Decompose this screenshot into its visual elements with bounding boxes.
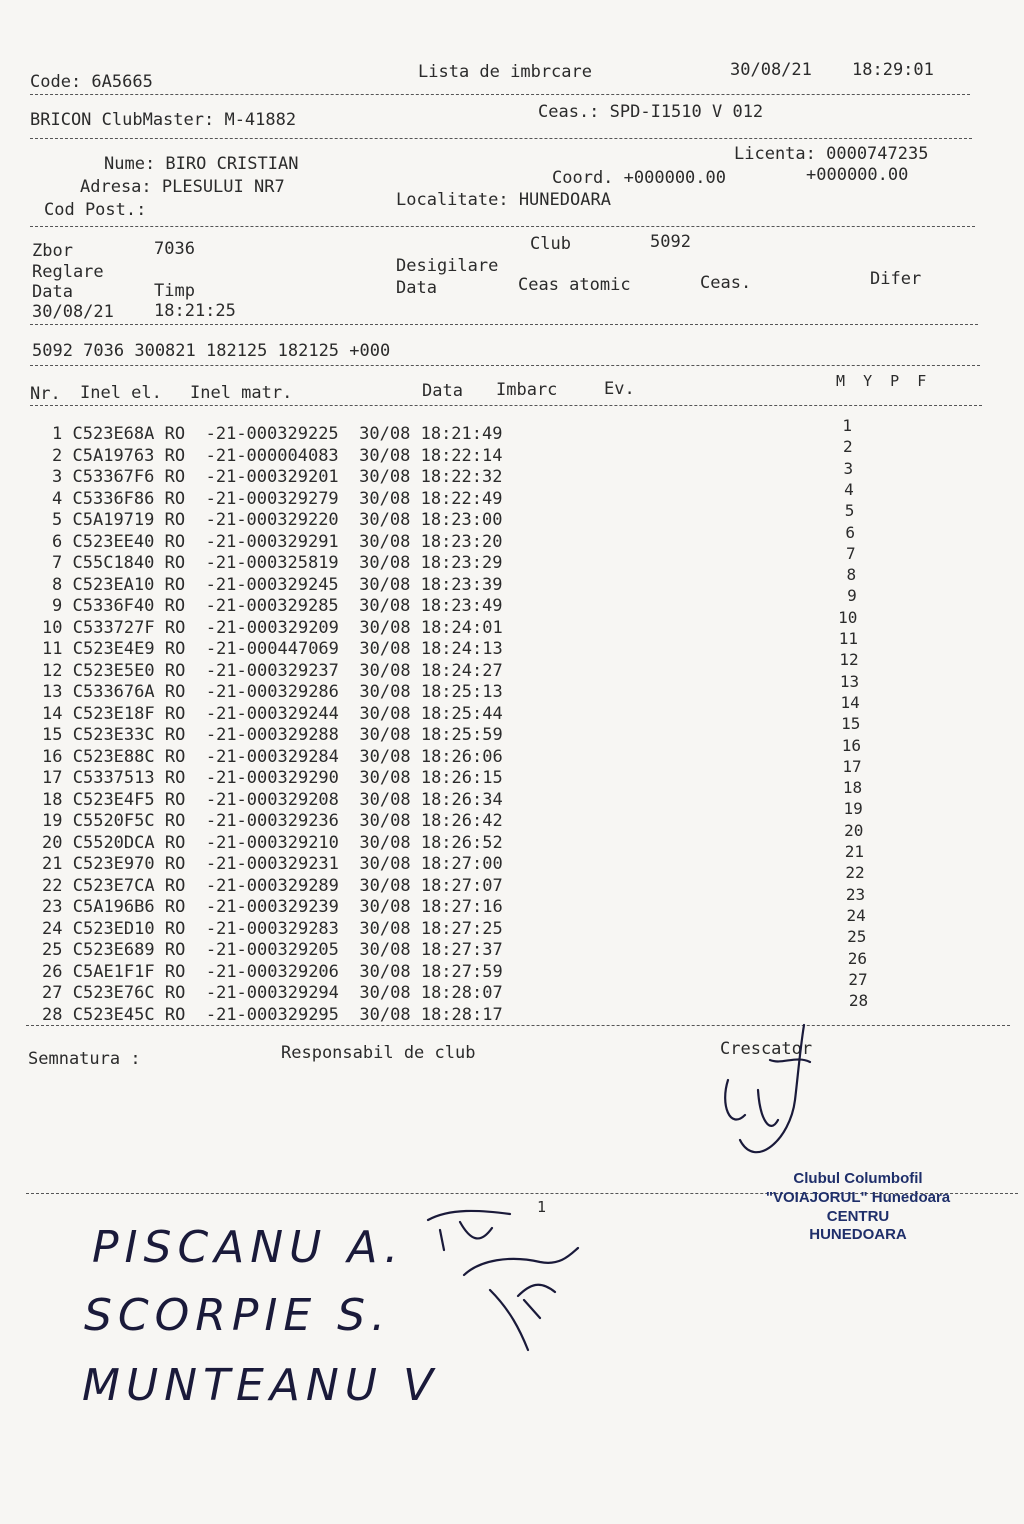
arrival-date: 30/08 (359, 531, 411, 552)
row-nr: 17 (42, 768, 63, 788)
arrival-time: 18:28:17 (420, 1004, 503, 1025)
ring-number: -21-000329239 (205, 897, 339, 917)
data-label-2: Data (396, 278, 437, 298)
electronic-ring: C5520DCA (72, 832, 155, 853)
arrival-date: 30/08 (359, 682, 411, 702)
table-row (42, 641, 503, 658)
locality: Localitate: HUNEDOARA (396, 190, 611, 210)
table-row (42, 985, 503, 1002)
country-code: RO (164, 510, 186, 530)
table-row (42, 746, 503, 767)
electronic-ring: C523E88C (72, 746, 155, 767)
arrival-date: 30/08 (359, 875, 411, 896)
arrival-time: 18:25:44 (420, 703, 503, 724)
electronic-ring: C523E5E0 (72, 660, 155, 681)
rank-number: 20 (844, 820, 864, 840)
rank-number: 28 (848, 991, 869, 1011)
summary-line: 5092 7036 300821 182125 182125 +000 (32, 341, 391, 361)
divider (30, 94, 970, 95)
breeder-signature (700, 1020, 840, 1160)
row-nr: 10 (42, 617, 63, 638)
rank-number: 7 (845, 543, 856, 563)
stamp-line: "VOIAJORUL" Hunedoara (765, 1188, 951, 1206)
document-title: Lista de imbrcare (418, 62, 592, 82)
arrival-time: 18:23:20 (420, 531, 503, 552)
row-nr: 9 (52, 596, 63, 616)
electronic-ring: C55C1840 (72, 553, 155, 573)
arrival-time: 18:24:27 (420, 660, 503, 681)
country-code: RO (164, 424, 186, 444)
country-code: RO (164, 940, 186, 960)
country-code: RO (164, 789, 186, 810)
rank-number: 8 (846, 565, 857, 585)
country-code: RO (164, 445, 186, 466)
electronic-ring: C523E4F5 (72, 789, 155, 810)
table-row (52, 531, 503, 552)
ring-number: -21-000329288 (205, 725, 339, 745)
arrival-time: 18:26:52 (420, 832, 503, 853)
arrival-time: 18:26:06 (420, 746, 503, 767)
electronic-ring: C5520F5C (72, 811, 155, 831)
table-row (42, 875, 503, 896)
col-inel-el: Inel el. (80, 383, 162, 403)
table-row (52, 512, 502, 529)
arrival-date: 30/08 (359, 940, 411, 960)
rank-number: 25 (847, 927, 867, 947)
electronic-ring: C523EA10 (72, 574, 155, 595)
country-code: RO (164, 574, 186, 595)
country-code: RO (164, 811, 186, 831)
arrival-date: 30/08 (359, 725, 411, 745)
arrival-date: 30/08 (359, 617, 411, 638)
rank-number: 2 (842, 437, 853, 457)
arrival-time: 18:26:34 (420, 789, 503, 810)
rank-number: 11 (838, 629, 858, 648)
difference-label: Difer (870, 269, 922, 289)
owner-name: Nume: BIRO CRISTIAN (104, 154, 299, 174)
country-code: RO (164, 854, 186, 874)
table-row (42, 1004, 503, 1025)
owner-address: Adresa: PLESULUI NR7 (80, 177, 285, 197)
table-row (42, 899, 503, 916)
divider (26, 1025, 1010, 1026)
club-label: Club (530, 234, 571, 254)
arrival-date: 30/08 (359, 510, 411, 530)
club-responsible-label: Responsabil de club (281, 1043, 476, 1063)
table-row (42, 660, 503, 681)
stamp-line: HUNEDOARA (809, 1226, 907, 1244)
ring-number: -21-000329205 (205, 940, 339, 960)
row-nr: 1 (52, 424, 63, 444)
table-row (52, 598, 502, 615)
arrival-date: 30/08 (359, 983, 411, 1003)
row-nr: 23 (42, 897, 63, 917)
col-nr: Nr. (30, 384, 61, 404)
rank-number: 5 (844, 501, 855, 521)
ring-number: -21-000329201 (205, 467, 339, 487)
arrival-date: 30/08 (359, 811, 411, 831)
country-code: RO (164, 660, 186, 681)
divider (30, 138, 972, 139)
arrival-date: 30/08 (359, 1004, 411, 1025)
arrival-date: 30/08 (359, 574, 411, 595)
row-nr: 25 (42, 940, 63, 960)
row-nr: 15 (42, 725, 63, 745)
arrival-time: 18:25:13 (420, 682, 503, 702)
electronic-ring: C533676A (72, 682, 155, 702)
table-row (42, 727, 503, 744)
arrival-time: 18:28:07 (420, 983, 503, 1003)
rank-number: 19 (843, 799, 863, 819)
row-nr: 26 (42, 961, 63, 982)
ring-number: -21-000447069 (205, 639, 339, 659)
data-label: Data (32, 282, 73, 302)
arrival-date: 30/08 (359, 553, 411, 573)
arrival-date: 30/08 (359, 703, 411, 724)
row-nr: 5 (52, 510, 63, 530)
table-row (42, 703, 503, 724)
arrival-date: 30/08 (359, 961, 411, 982)
ring-number: -21-000329290 (205, 768, 339, 788)
electronic-ring: C523E970 (72, 854, 155, 874)
table-row (42, 770, 503, 787)
ring-number: -21-000325819 (205, 553, 339, 573)
rank-number: 13 (839, 671, 860, 691)
print-date: 30/08/21 (730, 60, 812, 80)
country-code: RO (164, 488, 186, 509)
ring-number: -21-000329245 (205, 574, 339, 595)
ring-number: -21-000329286 (205, 682, 339, 702)
table-row (42, 832, 503, 853)
handwritten-name-1: PISCANU A. (92, 1222, 405, 1273)
set-time: 18:21:25 (154, 301, 236, 321)
arrival-time: 18:25:59 (420, 725, 503, 745)
row-nr: 12 (42, 660, 63, 681)
table-row (42, 684, 503, 701)
arrival-time: 18:27:37 (420, 940, 503, 960)
row-nr: 11 (42, 639, 63, 659)
electronic-ring: C5A196B6 (72, 897, 155, 917)
electronic-ring: C5336F40 (72, 596, 155, 616)
electronic-ring: C523E18F (72, 703, 155, 724)
ring-number: -21-000329236 (205, 811, 339, 831)
row-nr: 16 (42, 746, 63, 767)
rank-number: 26 (847, 948, 867, 968)
arrival-date: 30/08 (359, 768, 411, 788)
country-code: RO (164, 639, 186, 659)
arrival-time: 18:27:00 (420, 854, 503, 874)
table-row (42, 961, 503, 982)
arrival-time: 18:26:15 (420, 768, 503, 788)
rank-number: 3 (843, 458, 854, 478)
table-row (52, 488, 503, 509)
flight-label: Zbor (32, 241, 73, 261)
arrival-time: 18:27:16 (420, 897, 503, 917)
rank-number: 12 (839, 650, 859, 670)
device-label: BRICON ClubMaster: M-41882 (30, 110, 297, 130)
page-number: 1 (537, 1198, 547, 1216)
table-row (42, 813, 503, 830)
arrival-time: 18:23:49 (420, 596, 503, 616)
arrival-time: 18:27:07 (420, 875, 503, 896)
col-ev: Ev. (604, 379, 635, 399)
country-code: RO (164, 961, 186, 982)
ring-number: -21-000329279 (205, 488, 339, 509)
row-nr: 28 (42, 1004, 63, 1025)
col-data: Data (422, 381, 463, 401)
country-code: RO (164, 467, 186, 487)
arrival-time: 18:27:25 (420, 918, 503, 939)
arrival-date: 30/08 (359, 897, 411, 917)
arrival-date: 30/08 (359, 789, 411, 810)
row-nr: 20 (42, 832, 63, 853)
country-code: RO (164, 596, 186, 616)
electronic-ring: C523E45C (72, 1004, 155, 1025)
arrival-time: 18:21:49 (420, 424, 503, 444)
ring-number: -21-000329284 (205, 746, 339, 767)
code-label: Code: 6A5665 (30, 72, 153, 92)
rank-number: 21 (844, 842, 864, 861)
electronic-ring: C523E7CA (72, 875, 155, 896)
arrival-date: 30/08 (359, 639, 411, 659)
club-stamp (748, 1170, 968, 1245)
table-row (52, 574, 503, 595)
rank-number: 1 (842, 416, 852, 435)
arrival-date: 30/08 (359, 832, 411, 853)
table-row (52, 555, 502, 572)
rank-number: 14 (840, 692, 860, 712)
row-nr: 22 (42, 875, 63, 896)
electronic-ring: C523E76C (72, 983, 155, 1003)
country-code: RO (164, 682, 186, 702)
arrival-time: 18:24:13 (420, 639, 503, 659)
table-row (42, 918, 503, 939)
clock-label: Ceas.: SPD-I1510 V 012 (538, 102, 764, 122)
ring-number: -21-000329210 (205, 832, 339, 853)
arrival-time: 18:27:59 (420, 961, 503, 982)
row-nr: 14 (42, 703, 63, 724)
arrival-time: 18:22:32 (420, 467, 503, 487)
rank-number: 15 (841, 714, 861, 734)
electronic-ring: C523E68A (72, 424, 155, 444)
ring-number: -21-000329208 (205, 789, 339, 810)
electronic-ring: C523E33C (72, 725, 155, 745)
row-nr: 3 (52, 467, 63, 487)
arrival-date: 30/08 (359, 467, 411, 487)
ring-number: -21-000329295 (205, 1004, 339, 1025)
ring-number: -21-000329289 (205, 875, 339, 896)
arrival-date: 30/08 (359, 660, 411, 681)
coordinates-2: +000000.00 (806, 165, 909, 185)
arrival-time: 18:22:14 (420, 445, 503, 466)
arrival-time: 18:23:00 (420, 510, 503, 530)
row-nr: 2 (52, 445, 63, 466)
row-nr: 7 (52, 553, 63, 573)
country-code: RO (164, 768, 186, 788)
license-number: Licenta: 0000747235 (734, 144, 929, 164)
rank-number: 4 (844, 479, 854, 499)
ring-number: -21-000329209 (205, 617, 339, 638)
ring-number: -21-000329225 (205, 424, 339, 444)
arrival-date: 30/08 (359, 424, 411, 444)
country-code: RO (164, 1004, 186, 1025)
country-code: RO (164, 983, 186, 1003)
postal-code-label: Cod Post.: (44, 200, 147, 220)
coordinates: Coord. +000000.00 (552, 168, 726, 188)
table-row (52, 426, 502, 443)
desigilare-label: Desigilare (396, 256, 499, 276)
col-flags: M Y P F (836, 372, 927, 390)
electronic-ring: C5A19719 (72, 510, 155, 530)
country-code: RO (164, 897, 186, 917)
row-nr: 18 (42, 789, 63, 810)
row-nr: 19 (42, 811, 63, 831)
ring-number: -21-000329206 (205, 961, 339, 982)
electronic-ring: C523ED10 (72, 918, 155, 939)
rank-number: 17 (842, 756, 862, 776)
rank-number: 16 (841, 735, 861, 755)
atomic-clock-label: Ceas atomic (518, 275, 631, 295)
country-code: RO (164, 832, 186, 853)
row-nr: 13 (42, 682, 63, 702)
rank-number: 10 (838, 607, 858, 627)
table-row (42, 856, 503, 873)
row-nr: 6 (52, 531, 63, 552)
clock-col-label: Ceas. (700, 273, 752, 293)
country-code: RO (164, 746, 186, 767)
table-row (42, 789, 503, 810)
stamp-line: CENTRU (826, 1207, 890, 1225)
arrival-date: 30/08 (359, 854, 411, 874)
rank-number: 9 (847, 586, 857, 606)
ring-number: -21-000329231 (205, 854, 339, 874)
row-nr: 21 (42, 854, 63, 874)
timp-label: Timp (154, 281, 195, 301)
ring-number: -21-000329291 (205, 531, 339, 552)
rank-number: 6 (845, 522, 855, 542)
rank-number: 24 (846, 905, 866, 925)
table-row (52, 445, 503, 466)
country-code: RO (164, 553, 186, 573)
signature-label: Semnatura : (28, 1049, 141, 1069)
divider (30, 226, 975, 227)
arrival-time: 18:23:29 (420, 553, 503, 573)
reglare-label: Reglare (32, 262, 104, 282)
country-code: RO (164, 617, 186, 638)
electronic-ring: C5337513 (72, 768, 155, 788)
row-nr: 27 (42, 983, 63, 1003)
country-code: RO (164, 725, 186, 745)
rank-number: 18 (842, 778, 863, 798)
arrival-time: 18:23:39 (420, 574, 503, 595)
electronic-ring: C5A19763 (72, 445, 155, 466)
arrival-date: 30/08 (359, 488, 411, 509)
row-nr: 8 (52, 574, 63, 595)
rank-number: 27 (848, 969, 868, 989)
ring-number: -21-000004083 (205, 445, 339, 466)
rank-number: 23 (845, 884, 866, 904)
ring-number: -21-000329294 (205, 983, 339, 1003)
arrival-date: 30/08 (359, 746, 411, 767)
col-inel-matr: Inel matr. (190, 383, 293, 403)
handwritten-name-3: MUNTEANU V (82, 1360, 440, 1411)
country-code: RO (164, 531, 186, 552)
electronic-ring: C523EE40 (72, 531, 155, 552)
country-code: RO (164, 918, 186, 939)
row-nr: 4 (52, 488, 63, 509)
col-imbarc: Imbarc (496, 380, 558, 400)
table-row (52, 469, 502, 486)
breeder-label: Crescator (720, 1039, 813, 1059)
electronic-ring: C5336F86 (72, 488, 155, 509)
club-number: 5092 (650, 232, 691, 252)
table-row (42, 617, 503, 638)
electronic-ring: C523E689 (72, 940, 155, 960)
arrival-time: 18:26:42 (420, 811, 503, 831)
table-row (42, 942, 503, 959)
arrival-date: 30/08 (359, 918, 411, 939)
print-time: 18:29:01 (852, 60, 934, 80)
electronic-ring: C533727F (72, 617, 155, 638)
divider (30, 405, 982, 406)
country-code: RO (164, 703, 186, 724)
ring-number: -21-000329244 (205, 703, 339, 724)
row-nr: 24 (42, 918, 63, 939)
ring-number: -21-000329220 (205, 510, 339, 530)
ring-number: -21-000329283 (205, 918, 339, 939)
divider (30, 324, 978, 325)
electronic-ring: C53367F6 (72, 467, 155, 487)
arrival-time: 18:22:49 (420, 488, 503, 509)
arrival-time: 18:24:01 (420, 617, 503, 638)
stamp-line: Clubul Columbofil (793, 1170, 923, 1187)
set-date: 30/08/21 (32, 302, 114, 322)
ring-number: -21-000329285 (205, 596, 339, 616)
country-code: RO (164, 875, 186, 896)
electronic-ring: C523E4E9 (72, 639, 155, 659)
arrival-date: 30/08 (359, 445, 411, 466)
flight-number: 7036 (154, 239, 195, 259)
handwritten-signatures (420, 1200, 600, 1370)
electronic-ring: C5AE1F1F (72, 961, 155, 982)
handwritten-name-2: SCORPIE S. (84, 1290, 392, 1341)
rank-number: 22 (845, 863, 865, 883)
arrival-date: 30/08 (359, 596, 411, 616)
divider (30, 365, 980, 366)
ring-number: -21-000329237 (205, 660, 339, 681)
